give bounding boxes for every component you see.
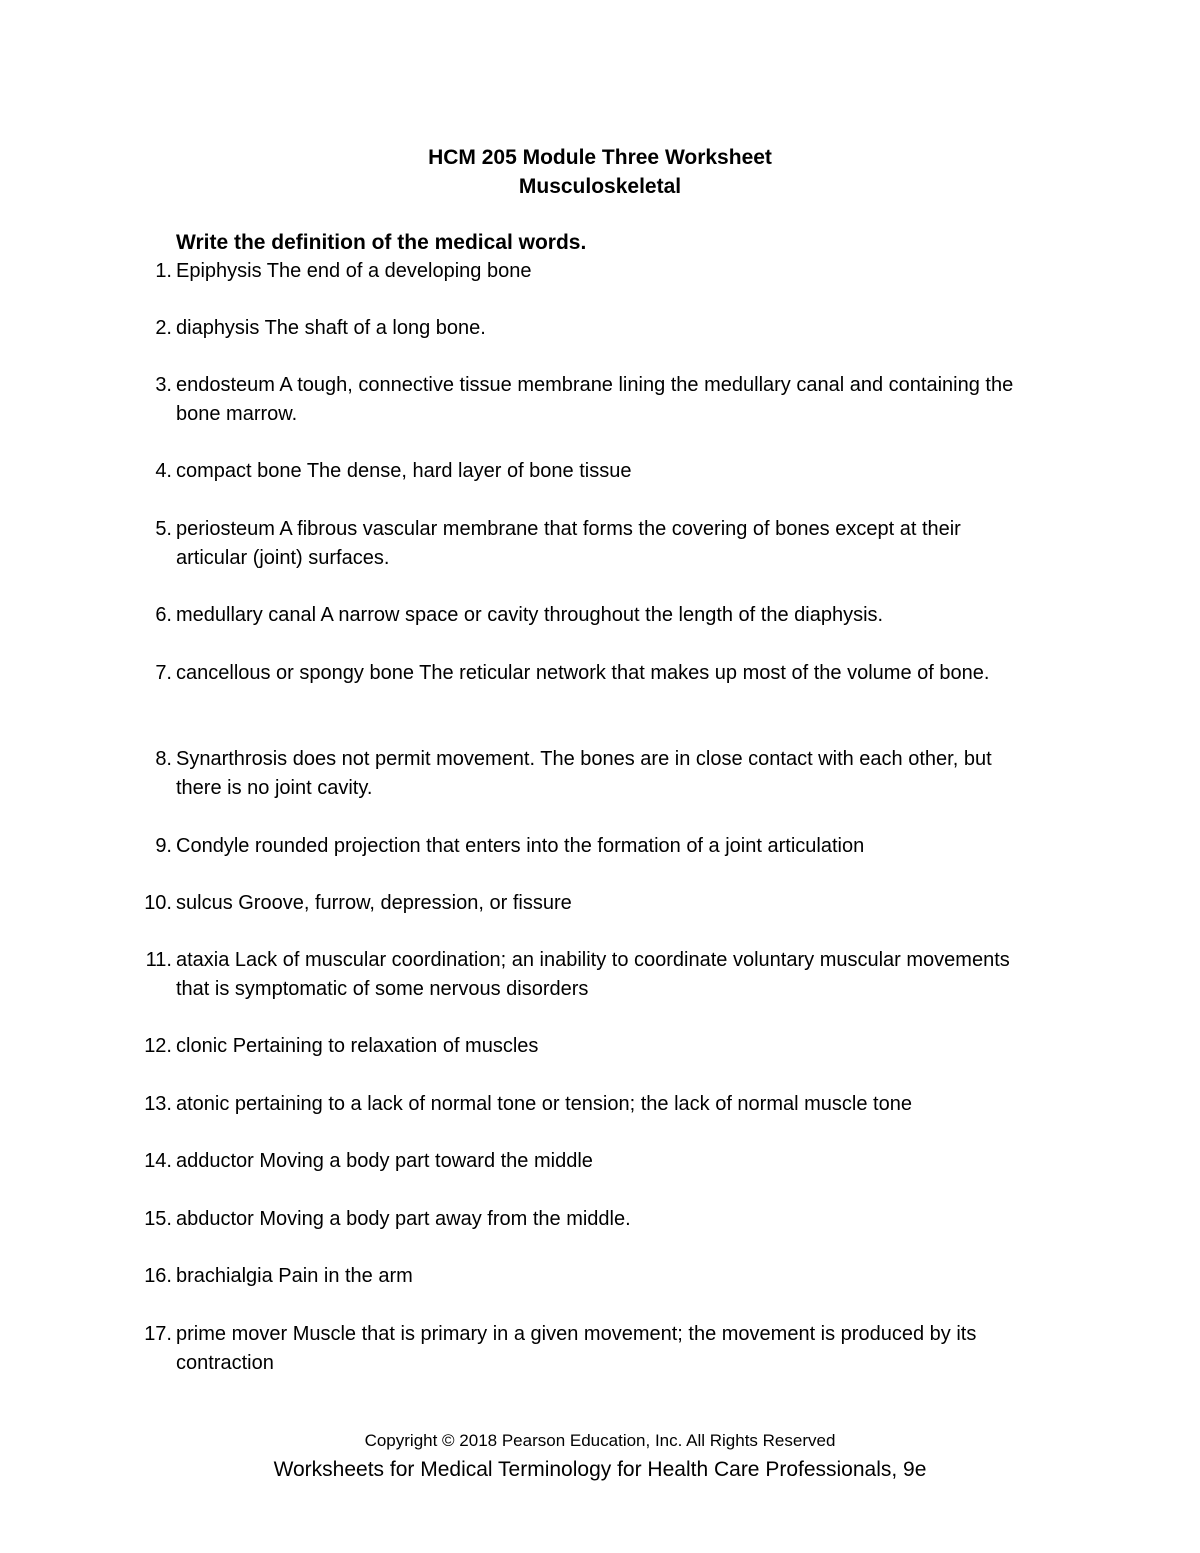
item-number: 3. — [155, 374, 172, 396]
item-number: 4. — [155, 460, 172, 482]
instruction-heading: Write the definition of the medical words. — [176, 231, 587, 254]
item-text: endosteum A tough, connective tissue membrane lining the medullary canal and containing the bone marrow. — [176, 374, 1014, 425]
item-text: brachialgia Pain in the arm — [176, 1265, 413, 1287]
item-text: cancellous or spongy bone The reticular network that makes up most of the volume of bone. — [176, 662, 990, 684]
item-text: prime mover Muscle that is primary in a given movement; the movement is produced by its contraction — [176, 1323, 977, 1374]
item-number: 12. — [144, 1035, 172, 1057]
item-number: 6. — [155, 604, 172, 626]
item-text: sulcus Groove, furrow, depression, or fissure — [176, 892, 572, 914]
item-number: 9. — [155, 835, 172, 857]
item-number: 14. — [144, 1150, 172, 1172]
footer-book-title: Worksheets for Medical Terminology for Health Care Professionals, 9e — [273, 1458, 927, 1481]
copyright-notice: Copyright © 2018 Pearson Education, Inc. All Rights Reserved — [364, 1431, 836, 1450]
item-number: 10. — [144, 892, 172, 914]
item-text: Condyle rounded projection that enters into the formation of a joint articulation — [176, 835, 865, 857]
item-number: 16. — [144, 1265, 172, 1287]
item-text: Epiphysis The end of a developing bone — [176, 260, 532, 282]
item-number: 11. — [145, 949, 172, 971]
item-text: compact bone The dense, hard layer of bone tissue — [176, 460, 632, 482]
item-text: periosteum A fibrous vascular membrane that forms the covering of bones except at their articular (joint) surfaces. — [176, 518, 961, 569]
item-text: ataxia Lack of muscular coordination; an inability to coordinate voluntary muscular movements that is symptomatic of some nervous disorders — [176, 949, 1010, 1000]
item-number: 5. — [155, 518, 172, 540]
item-number: 17. — [144, 1323, 172, 1345]
item-text: atonic pertaining to a lack of normal tone or tension; the lack of normal muscle tone — [176, 1093, 912, 1115]
item-text: clonic Pertaining to relaxation of muscles — [176, 1035, 539, 1057]
item-number: 2. — [155, 317, 172, 339]
item-number: 7. — [155, 662, 172, 684]
item-text: Synarthrosis does not permit movement. The bones are in close contact with each other, but there is no joint cavity. — [176, 748, 992, 799]
item-number: 1. — [155, 260, 172, 282]
item-number: 8. — [155, 748, 172, 770]
title-block — [0, 143, 1200, 201]
item-text: medullary canal A narrow space or cavity throughout the length of the diaphysis. — [176, 604, 884, 626]
item-text: abductor Moving a body part away from the middle. — [176, 1208, 631, 1230]
page-subtitle: Musculoskeletal — [518, 175, 682, 198]
page-title: HCM 205 Module Three Worksheet — [428, 146, 772, 169]
item-number: 13. — [144, 1093, 172, 1115]
item-text: adductor Moving a body part toward the middle — [176, 1150, 593, 1172]
item-number: 15. — [144, 1208, 172, 1230]
item-text: diaphysis The shaft of a long bone. — [176, 317, 486, 339]
